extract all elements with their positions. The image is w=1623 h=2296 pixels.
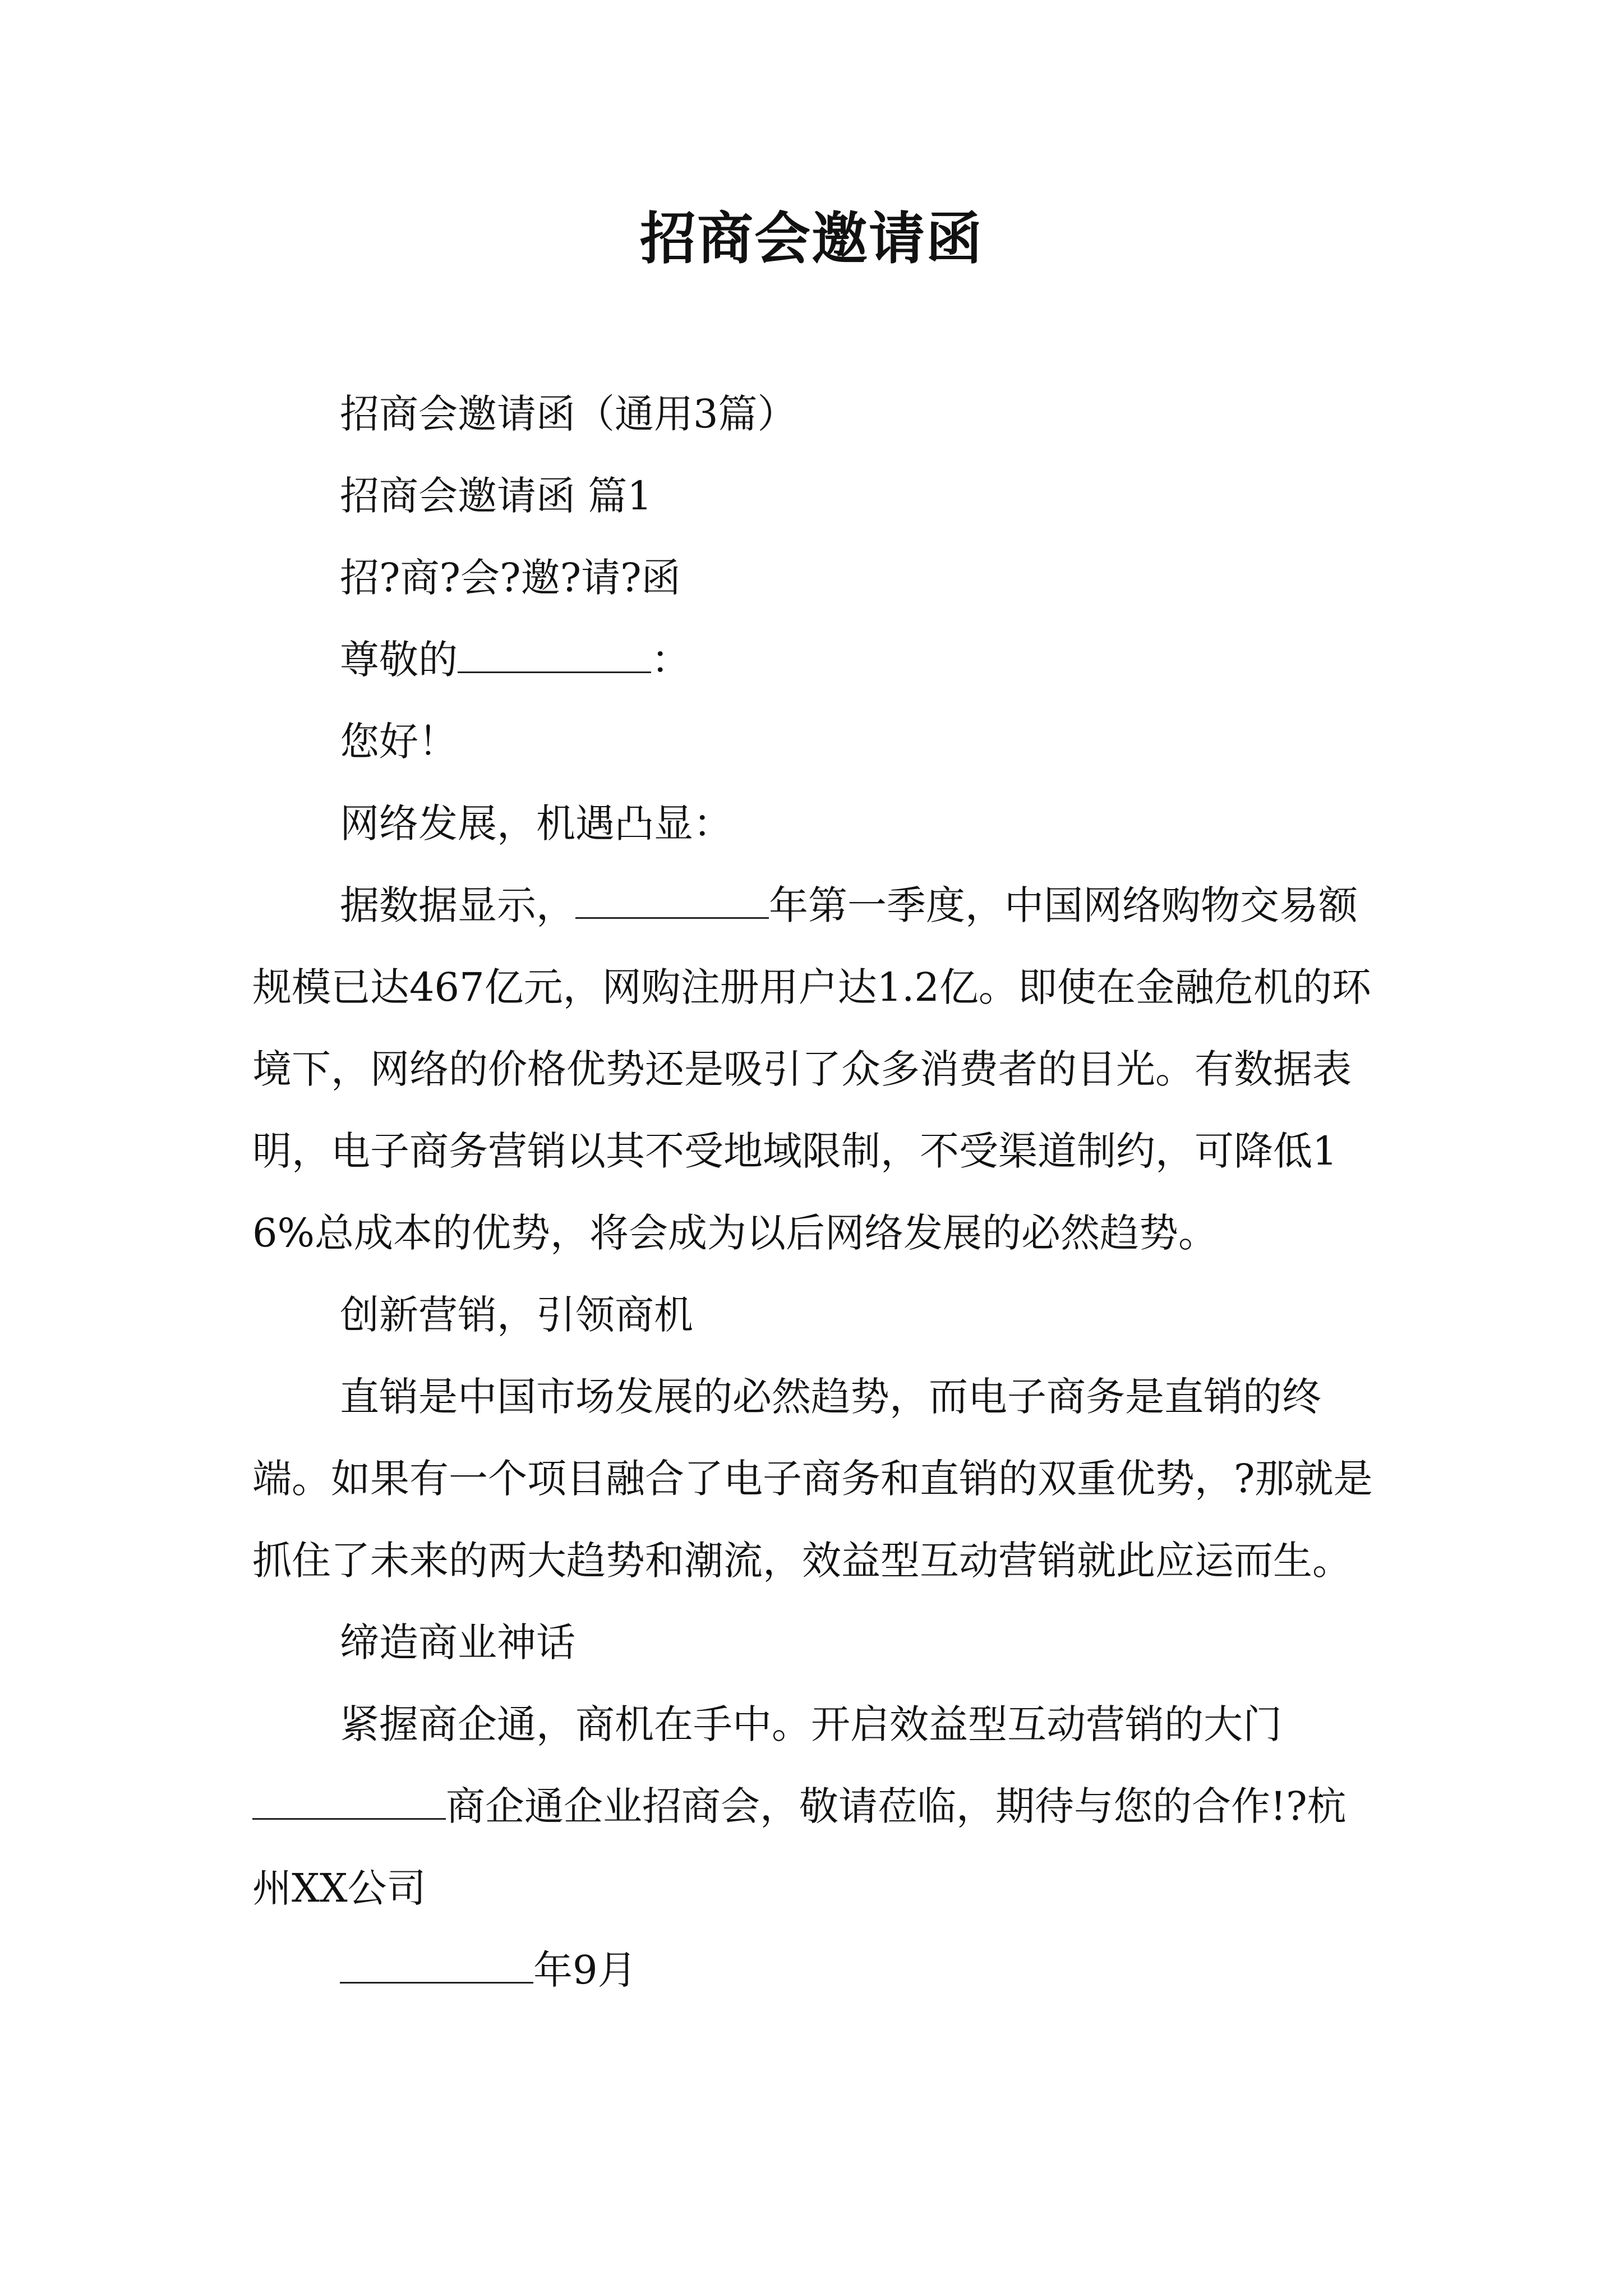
paragraph-4-text: 商企通企业招商会，敬请莅临，期待与您的合作!?杭州XX公司 xyxy=(252,1783,1347,1911)
greeting-line: 您好！ xyxy=(340,719,458,765)
salutation-line xyxy=(252,619,1380,701)
salutation-prefix: 尊敬的 xyxy=(340,637,458,683)
topic-heading-2: 创新营销，引领商机 xyxy=(340,1292,693,1338)
paragraph-1-text: 年第一季度，中国网络购物交易额规模已达467亿元，网购注册用户达1.2亿。即使在金融危机的环境下，网络的价格优势还是吸引了众多消费者的目光。有数据表明，电子商务营销以其不受地域限制，不受渠道制约，可降低16%总成本的优势，将会成为以后网络发展的必然趋势。 xyxy=(252,882,1371,1256)
date-year-blank xyxy=(340,1949,533,1984)
subtitle-line: 招商会邀请函（通用3篇） xyxy=(340,391,797,437)
topic-heading-3: 缔造商业神话 xyxy=(340,1619,575,1665)
spaced-heading: 招?商?会?邀?请?函 xyxy=(340,555,681,601)
section-heading: 招商会邀请函 篇1 xyxy=(340,473,652,519)
document-title: 招商会邀请函 xyxy=(640,205,983,272)
year-blank xyxy=(575,885,769,919)
paragraph-2: 直销是中国市场发展的必然趋势，而电子商务是直销的终端。如果有一个项目融合了电子商务和直销的双重优势，?那就是抓住了未来的两大趋势和潮流，效益型互动营销就此应运而生。 xyxy=(252,1374,1373,1584)
recipient-blank xyxy=(458,639,651,673)
salutation-suffix: ： xyxy=(651,637,690,683)
paragraph-3: 紧握商企通，商机在手中。开启效益型互动营销的大门 xyxy=(340,1701,1282,1747)
paragraph-4 xyxy=(252,1765,1380,1929)
topic-heading-1: 网络发展，机遇凸显： xyxy=(340,800,732,846)
event-blank xyxy=(252,1786,446,1820)
document-body xyxy=(252,373,1380,2011)
date-line xyxy=(252,1929,1380,2011)
paragraph-1-prefix: 据数据显示， xyxy=(340,882,575,928)
date-text: 年9月 xyxy=(533,1947,637,1993)
paragraph-1 xyxy=(252,864,1380,1274)
